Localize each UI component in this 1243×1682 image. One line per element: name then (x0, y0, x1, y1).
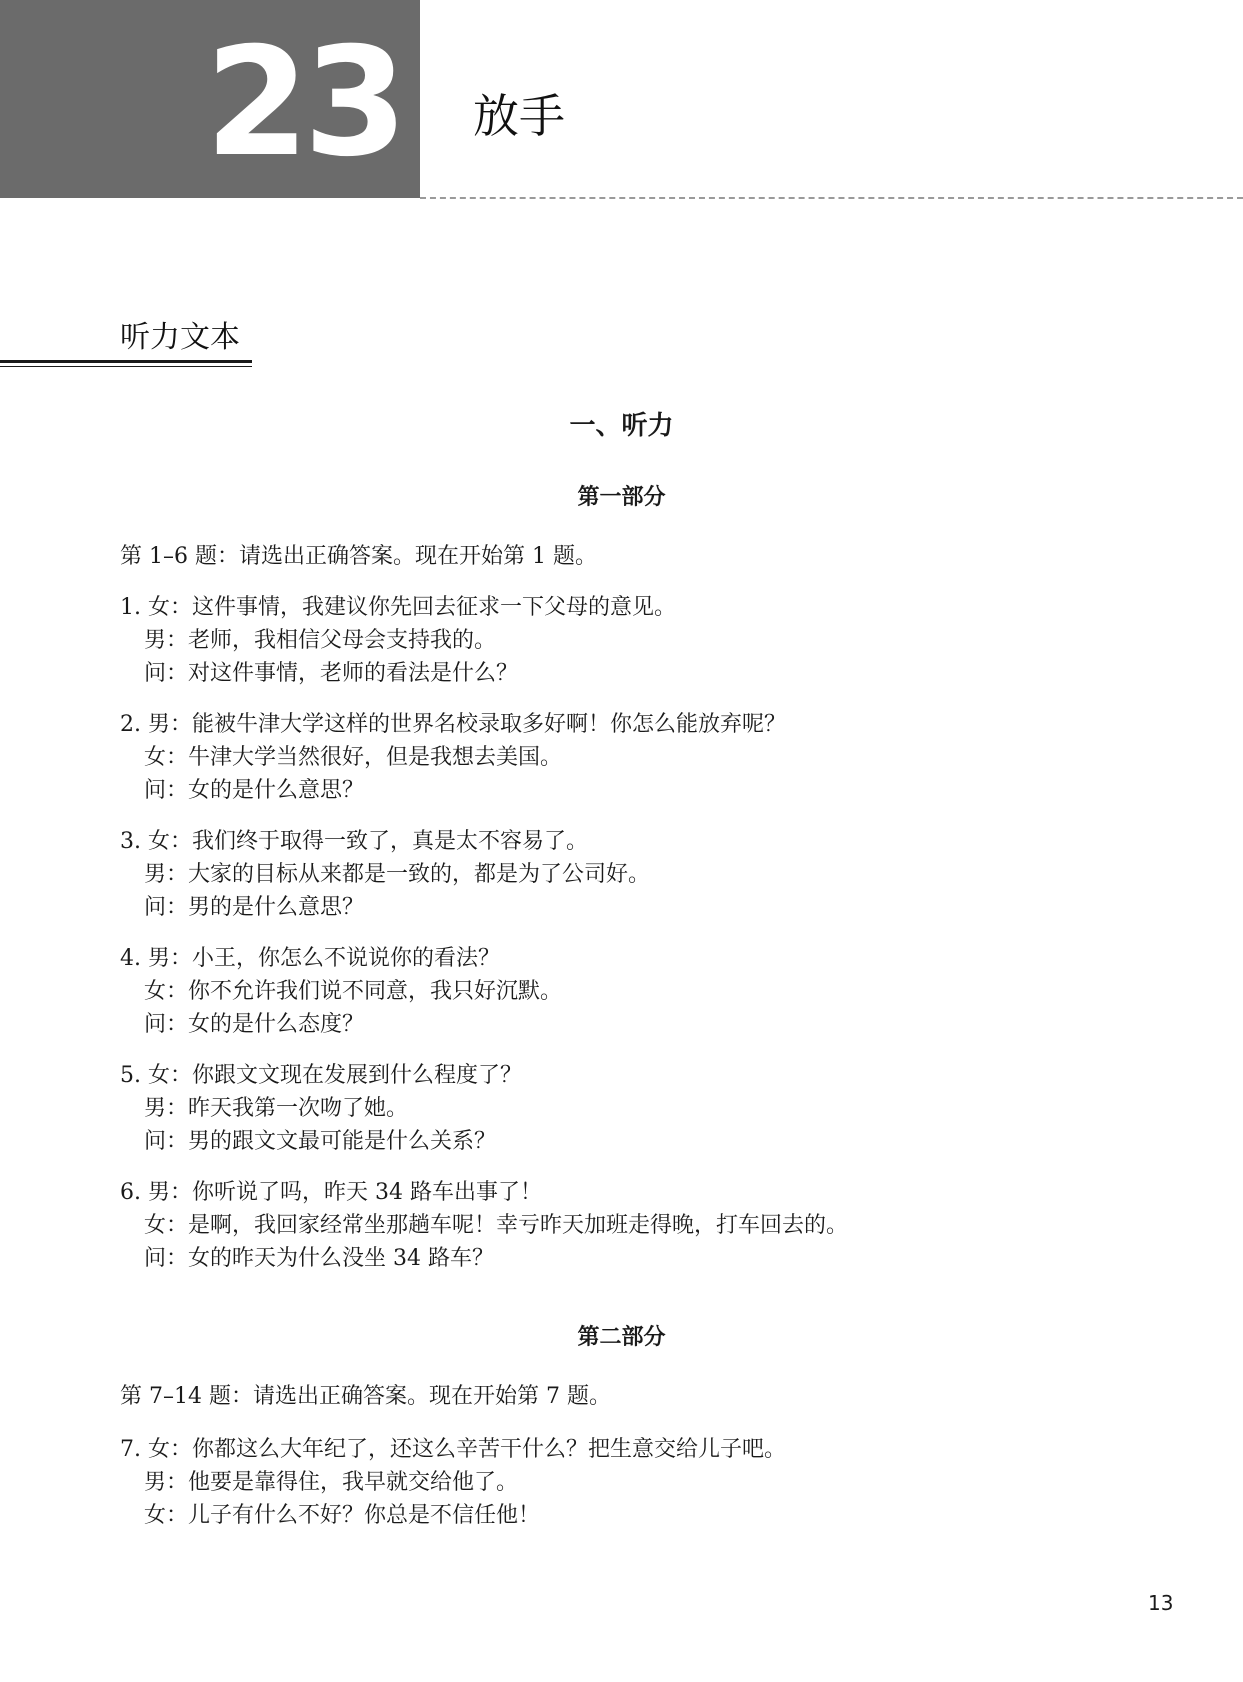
chapter-number: 23 (205, 16, 402, 190)
question-line: 问：女的昨天为什么没坐 34 路车？ (144, 1246, 494, 1271)
question-line: 女：是啊，我回家经常坐那趟车呢！幸亏昨天加班走得晚，打车回去的。 (144, 1213, 849, 1238)
question-line: 女：牛津大学当然很好，但是我想去美国。 (144, 745, 563, 770)
question-line: 5. 女：你跟文文现在发展到什么程度了？ (120, 1063, 522, 1088)
section-heading-underline (0, 360, 252, 367)
question-line: 问：女的是什么意思？ (144, 778, 365, 803)
question-line: 女：儿子有什么不好？你总是不信任他！ (144, 1503, 541, 1528)
listening-title: 一、听力 (569, 411, 674, 441)
page-number: 13 (1148, 1591, 1174, 1615)
question-line: 2. 男：能被牛津大学这样的世界名校录取多好啊！你怎么能放弃呢？ (120, 712, 786, 737)
question-line: 问：对这件事情，老师的看法是什么？ (144, 661, 519, 686)
part2-instruction: 第 7–14 题：请选出正确答案。现在开始第 7 题。 (120, 1384, 611, 1409)
question-7 (120, 1433, 786, 1532)
question-1 (120, 591, 676, 690)
question-line: 7. 女：你都这么大年纪了，还这么辛苦干什么？把生意交给儿子吧。 (120, 1437, 786, 1462)
question-line: 1. 女：这件事情，我建议你先回去征求一下父母的意见。 (120, 595, 676, 620)
question-4 (120, 942, 562, 1041)
question-3 (120, 825, 650, 924)
question-line: 问：女的是什么态度？ (144, 1012, 365, 1037)
question-line: 男：昨天我第一次吻了她。 (144, 1096, 409, 1121)
question-6 (120, 1176, 848, 1275)
part2-title: 第二部分 (577, 1325, 666, 1350)
part1-instruction: 第 1–6 题：请选出正确答案。现在开始第 1 题。 (120, 544, 597, 569)
header-dashed-divider (420, 197, 1243, 199)
part1-title: 第一部分 (577, 485, 666, 510)
question-line: 男：他要是靠得住，我早就交给他了。 (144, 1470, 519, 1495)
question-line: 男：老师，我相信父母会支持我的。 (144, 628, 497, 653)
question-line: 4. 男：小王，你怎么不说说你的看法？ (120, 946, 500, 971)
chapter-title: 放手 (473, 89, 565, 143)
question-line: 3. 女：我们终于取得一致了，真是太不容易了。 (120, 829, 588, 854)
question-line: 女：你不允许我们说不同意，我只好沉默。 (144, 979, 563, 1004)
section-heading: 听力文本 (120, 320, 240, 355)
question-line: 6. 男：你听说了吗，昨天 34 路车出事了！ (120, 1180, 542, 1205)
question-line: 问：男的是什么意思？ (144, 895, 365, 920)
question-5 (120, 1059, 522, 1158)
question-line: 男：大家的目标从来都是一致的，都是为了公司好。 (144, 862, 651, 887)
chapter-number-block (0, 0, 420, 198)
question-line: 问：男的跟文文最可能是什么关系？ (144, 1129, 497, 1154)
question-2 (120, 708, 786, 807)
